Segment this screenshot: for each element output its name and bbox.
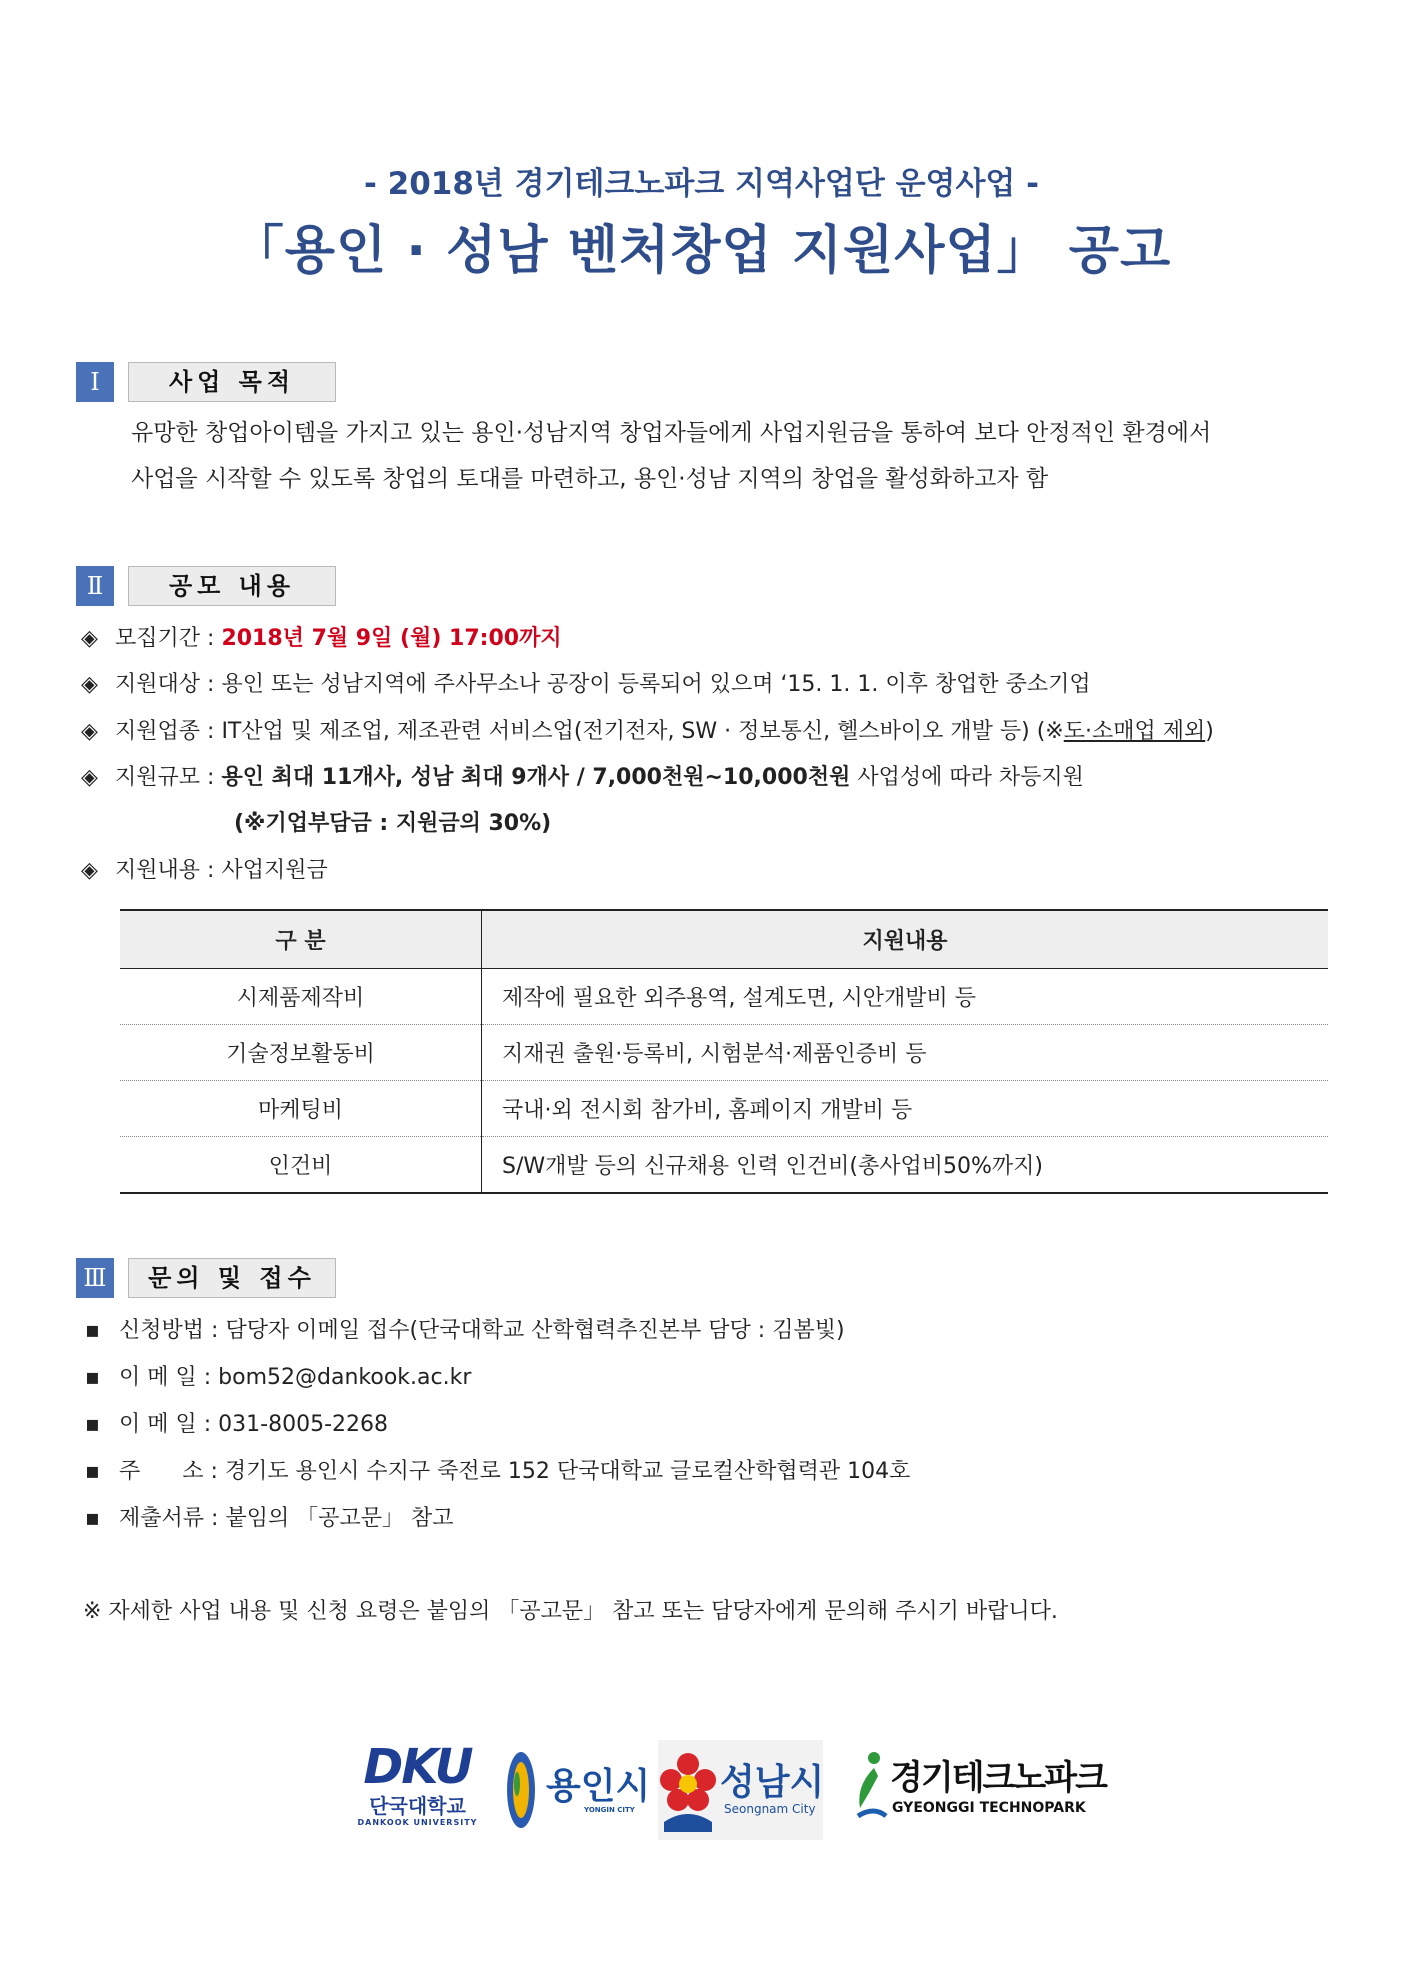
seongnam-emblem-icon	[658, 1744, 718, 1836]
excluded-industry: 도·소매업 제외	[1063, 719, 1206, 744]
row-value: IT산업 및 제조업, 제조관련 서비스업(전기전자, SW · 정보통신, 헬스바이오 개발 등) (※	[221, 719, 1064, 744]
diamond-bullet-icon: ◈	[81, 858, 98, 883]
section-1-line: 사업을 시작할 수 있도록 창업의 토대를 마련하고, 용인·성남 지역의 창업을 활성화하고자 함	[131, 466, 1049, 492]
table-header-row	[120, 910, 1328, 969]
deadline-value: 2018년 7월 9일 (월) 17:00까지	[221, 626, 562, 651]
row-value: 붙임의 「공고문」 참고	[225, 1506, 454, 1531]
email-link[interactable]: bom52@dankook.ac.kr	[218, 1365, 472, 1390]
page-title: 「용인 · 성남 벤처창업 지원사업」 공고	[231, 221, 1172, 281]
section-3-label: 문의 및 접수	[128, 1258, 336, 1298]
row-key: 이 메 일	[119, 1412, 197, 1437]
support-table	[120, 909, 1328, 1194]
phone-row	[85, 1410, 388, 1440]
page-subtitle: - 2018년 경기테크노파크 지역사업단 운영사업 -	[363, 166, 1040, 202]
yongin-sub: YONGIN CITY	[584, 1806, 635, 1814]
row-key: 지원업종	[115, 719, 201, 744]
row-key: 지원내용	[115, 858, 201, 883]
diamond-bullet-icon: ◈	[81, 719, 98, 744]
row-colon: :	[207, 672, 215, 697]
row-key: 지원대상	[115, 672, 201, 697]
yongin-emblem-icon	[498, 1744, 544, 1836]
seongnam-sub: Seongnam City	[724, 1802, 816, 1816]
row-colon: :	[203, 1365, 212, 1390]
diamond-bullet-icon: ◈	[81, 626, 98, 651]
table-cell: 시제품제작비	[120, 969, 482, 1025]
row-colon: :	[207, 719, 215, 744]
email-row	[85, 1363, 471, 1393]
row-colon: :	[207, 858, 215, 883]
dankook-logo	[350, 1740, 485, 1840]
scale-value: 용인 최대 11개사, 성남 최대 9개사 / 7,000천원~10,000천원	[221, 765, 851, 790]
row-value-tail: )	[1205, 719, 1214, 744]
table-row	[120, 1081, 1328, 1137]
address-row	[85, 1457, 910, 1487]
support-scale-row	[81, 763, 1084, 793]
diamond-bullet-icon: ◈	[81, 672, 98, 697]
gtp-sub: GYEONGGI TECHNOPARK	[892, 1800, 1086, 1816]
row-key: 지원규모	[115, 765, 201, 790]
row-value: 사업지원금	[221, 858, 328, 883]
row-key: 이 메 일	[119, 1365, 197, 1390]
row-colon: :	[210, 1459, 218, 1484]
recruit-period-row	[81, 624, 562, 654]
square-bullet-icon: ▪	[85, 1506, 100, 1531]
table-row	[120, 1137, 1328, 1194]
yongin-name: 용인시	[546, 1766, 651, 1807]
table-cell: 지재권 출원·등록비, 시험분석·제품인증비 등	[482, 1025, 1329, 1081]
row-key: 신청방법	[119, 1318, 205, 1343]
row-colon: :	[211, 1318, 219, 1343]
row-colon: :	[203, 1412, 212, 1437]
seongnam-name: 성남시	[720, 1762, 825, 1803]
square-bullet-icon: ▪	[85, 1365, 100, 1390]
row-value: 용인 또는 성남지역에 주사무소나 공장이 등록되어 있으며 ‘15. 1. 1. 이후 창업한 중소기업	[221, 672, 1091, 697]
dku-sub: DANKOOK UNIVERSITY	[357, 1818, 478, 1827]
gtp-logo	[852, 1740, 1106, 1840]
row-value: 031-8005-2268	[218, 1412, 389, 1437]
section-1-line: 유망한 창업아이템을 가지고 있는 용인·성남지역 창업자들에게 사업지원금을 통하여 보다 안정적인 환경에서	[131, 420, 1212, 446]
square-bullet-icon: ▪	[85, 1412, 100, 1437]
row-value: 담당자 이메일 접수(단국대학교 산학협력추진본부 담당 : 김봄빛)	[225, 1318, 845, 1343]
table-cell: 기술정보활동비	[120, 1025, 482, 1081]
row-key: 주 소	[119, 1459, 204, 1484]
square-bullet-icon: ▪	[85, 1318, 100, 1343]
row-value: 사업성에 따라 차등지원	[850, 765, 1084, 790]
diamond-bullet-icon: ◈	[81, 765, 98, 790]
row-value: 경기도 용인시 수지구 죽전로 152 단국대학교 글로컬산학협력관 104호	[224, 1459, 911, 1484]
row-key: 모집기간	[115, 626, 201, 651]
table-cell: 인건비	[120, 1137, 482, 1194]
table-cell: S/W개발 등의 신규채용 인력 인건비(총사업비50%까지)	[482, 1137, 1329, 1194]
row-colon: :	[211, 1506, 219, 1531]
gtp-name: 경기테크노파크	[890, 1758, 1106, 1798]
table-row	[120, 969, 1328, 1025]
table-header: 구 분	[120, 910, 482, 969]
company-burden-note: (※기업부담금 : 지원금의 30%)	[234, 811, 552, 836]
section-2-label: 공모 내용	[128, 566, 336, 606]
square-bullet-icon: ▪	[85, 1459, 100, 1484]
row-colon: :	[207, 765, 215, 790]
support-target-row	[81, 670, 1091, 700]
section-3-number: Ⅲ	[76, 1258, 114, 1298]
row-colon: :	[207, 626, 215, 651]
section-1-body	[131, 410, 1351, 502]
table-cell: 제작에 필요한 외주용역, 설계도면, 시안개발비 등	[482, 969, 1329, 1025]
apply-method-row	[85, 1316, 845, 1346]
table-header: 지원내용	[482, 910, 1329, 969]
support-content-row	[81, 856, 328, 886]
seongnam-logo	[658, 1740, 823, 1840]
table-cell: 국내·외 전시회 참가비, 홈페이지 개발비 등	[482, 1081, 1329, 1137]
table-row	[120, 1025, 1328, 1081]
dku-name: 단국대학교	[369, 1794, 466, 1818]
table-cell: 마케팅비	[120, 1081, 482, 1137]
footer-note: ※ 자세한 사업 내용 및 신청 요령은 붙임의 「공고문」 참고 또는 담당자에게 문의해 주시기 바랍니다.	[83, 1599, 1058, 1624]
documents-row	[85, 1504, 453, 1534]
row-key: 제출서류	[119, 1506, 205, 1531]
section-1-label: 사업 목적	[128, 362, 336, 402]
support-industry-row	[81, 717, 1214, 747]
dku-mark: DKU	[363, 1739, 472, 1795]
yongin-logo	[498, 1740, 651, 1840]
gtp-emblem-icon	[852, 1746, 888, 1834]
section-1-number: Ⅰ	[76, 362, 114, 402]
section-2-number: Ⅱ	[76, 566, 114, 606]
